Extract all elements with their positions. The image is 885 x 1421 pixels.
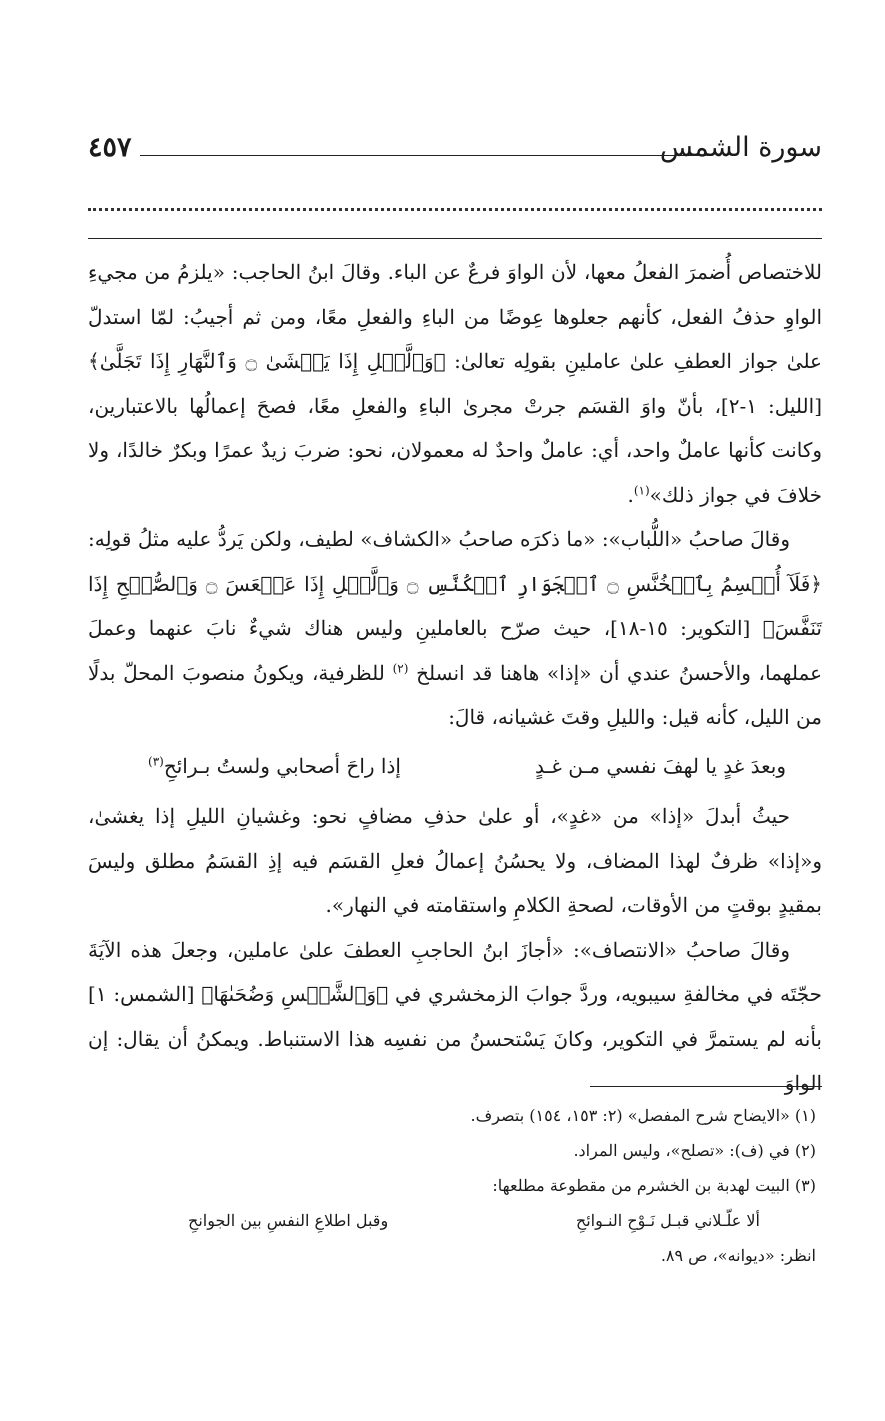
footnote-verse — [88, 1203, 816, 1238]
footnote-verse-second: وقبل اطلاعِ النفسِ بين الجوانحِ — [188, 1211, 389, 1230]
footnote-3: (٣) البيت لهدبة بن الخشرم من مقطوعة مطلعها: — [492, 1176, 816, 1195]
verse-second-text: إذا راحَ أصحابي ولستُ بـرائحِ — [163, 753, 401, 778]
verse-second-hemistich — [148, 744, 401, 789]
verse-first-hemistich: وبعدَ غدٍ يا لهفَ نفسي مـن غـدٍ — [535, 753, 786, 778]
poetry-verse — [88, 744, 822, 789]
paragraph-4: وقالَ صاحبُ «الانتصاف»: «أجازَ ابنُ الحاجبِ العطفَ علىٰ عاملين، وجعلَ هذه الآيَةَ حجّتَه في مخالفةِ سيبويه، وردَّ جوابَ الزمخشري في ﴿وَٱلشَّمۡسِ وَضُحَىٰهَا﴾ [الشمس: ١] بأنه لم يستمرَّ في التكوير، وكانَ يَسْتحسنُ من نفسِه هذا الاستنباط. ويمكنُ أن يقال: إن الواوَ — [88, 937, 822, 1095]
footnotes — [88, 1098, 816, 1273]
paragraph-3: حيثُ أبدلَ «إذا» من «غدٍ»، أو علىٰ حذفِ مضافٍ نحو: وغشيانِ الليلِ إذا يغشىٰ، و«إذا» ظرفٌ لهذا المضاف، ولا يحسُنُ إعمالُ فعلِ القسَم فيه إذِ القسَمُ مطلق وليسَ بمقيدٍ بوقتٍ من الأوقات، لصحةِ الكلامِ واستقامته في النهار». — [88, 804, 822, 917]
footnote-1: (١) «الايضاح شرح المفصل» (٢: ١٥٣، ١٥٤) بتصرف. — [470, 1106, 816, 1125]
paragraph-2 — [88, 517, 822, 740]
header-bottom-rule — [88, 238, 822, 239]
dotted-separator — [88, 208, 822, 211]
page-header — [88, 128, 822, 172]
footnote-ref-1: (١) — [633, 482, 650, 497]
footnote-ref-2: (٢) — [392, 660, 409, 675]
footnote-ref-3: (٣) — [148, 753, 164, 768]
footnote-2: (٢) في (ف): «تصلح»، وليس المراد. — [573, 1141, 816, 1160]
footnote-separator — [590, 1086, 822, 1087]
paragraph-2-text-a: وقالَ صاحبُ «اللُّباب»: «ما ذكرَه صاحبُ «الكشاف» لطيف، ولكن يَردُّ عليه مثلُ قولِه: ﴿فَلَآ أُقۡسِمُ بِٱلۡخُنَّسِ ۝ ٱلۡجَوَارِ ٱلۡكُنَّسِ ۝ وَٱلَّيۡلِ إِذَا عَسۡعَسَ ۝ وَٱلصُّبۡحِ إِذَا تَنَفَّسَ﴾ [التكوير: ١٥-١٨]، حيث صرّح بالعاملينِ وليس هناك شيءٌ نابَ عنهما وعملَ عملهما، والأحسنُ عندي أن «إذا» هاهنا قد انسلخ — [88, 527, 823, 685]
paragraph-1: للاختصاص أُضمرَ الفعلُ معها، لأن الواوَ فرعٌ عن الباء. وقالَ ابنُ الحاجب: «يلزمُ من مجيءِ الواوِ حذفُ الفعل، كأنهم جعلوها عِوضًا من الباءِ والفعلِ معًا، ومن ثم أجيبُ: لمّا استدلّ علىٰ جواز العطفِ علىٰ عاملينِ بقولِه تعالىٰ: ﴿وَٱلَّيۡلِ إِذَا يَغۡشَىٰ ۝ وَٱلنَّهَارِ إِذَا تَجَلَّىٰ﴾ [الليل: ١-٢]، بأنّ واوَ القسَم جرتْ مجرىٰ الباءِ والفعلِ معًا، فصحَ إعمالُها بالاعتبارين، وكانت كأنها عاملٌ واحد، أي: عاملٌ واحدٌ له معمولان، نحو: ضربَ زيدٌ عمرًا وبكرٌ خالدًا، ولا خلافَ في جواز ذلك»$^{(١)}$. — [88, 260, 822, 507]
main-text — [88, 250, 822, 1106]
paragraph-1-text: للاختصاص أُضمرَ الفعلُ معها، لأن الواوَ فرعٌ عن الباء. وقالَ ابنُ الحاجب: «يلزمُ من مجيءِ الواوِ حذفُ الفعل، كأنهم جعلوها عِوضًا من الباءِ والفعلِ معًا، ومن ثم أجيبُ: لمّا استدلّ علىٰ جواز العطفِ علىٰ عاملينِ بقولِه تعالىٰ: ﴿وَٱلَّيۡلِ إِذَا يَغۡشَىٰ ۝ وَٱلنَّهَارِ إِذَا تَجَلَّىٰ﴾ [الليل: ١-٢]، بأنّ واوَ القسَم جرتْ مجرىٰ الباءِ والفعلِ معًا، فصحَ إعمالُها بالاعتبارين، وكانت كأنها عاملٌ واحد، أي: عاملٌ واحدٌ له معمولان، نحو: ضربَ زيدٌ عمرًا وبكرٌ خالدًا، ولا خلافَ في جواز ذلك» — [88, 260, 822, 507]
header-rule — [140, 155, 706, 156]
footnote-3-source: انظر: «ديوانه»، ص ٨٩. — [660, 1246, 816, 1265]
paragraph-2-text-b: للظرفية، ويكونُ منصوبَ المحلّ بدلًا من الليل، كأنه قيل: والليلِ وقتَ غشيانه، قالَ: — [88, 660, 822, 729]
page-number: ٤٥٧ — [88, 132, 132, 163]
running-title: سورة الشمس — [659, 132, 822, 163]
footnote-verse-first: ألا علّـلاني قبـل نَـوْحِ النـوائحِ — [575, 1211, 760, 1230]
